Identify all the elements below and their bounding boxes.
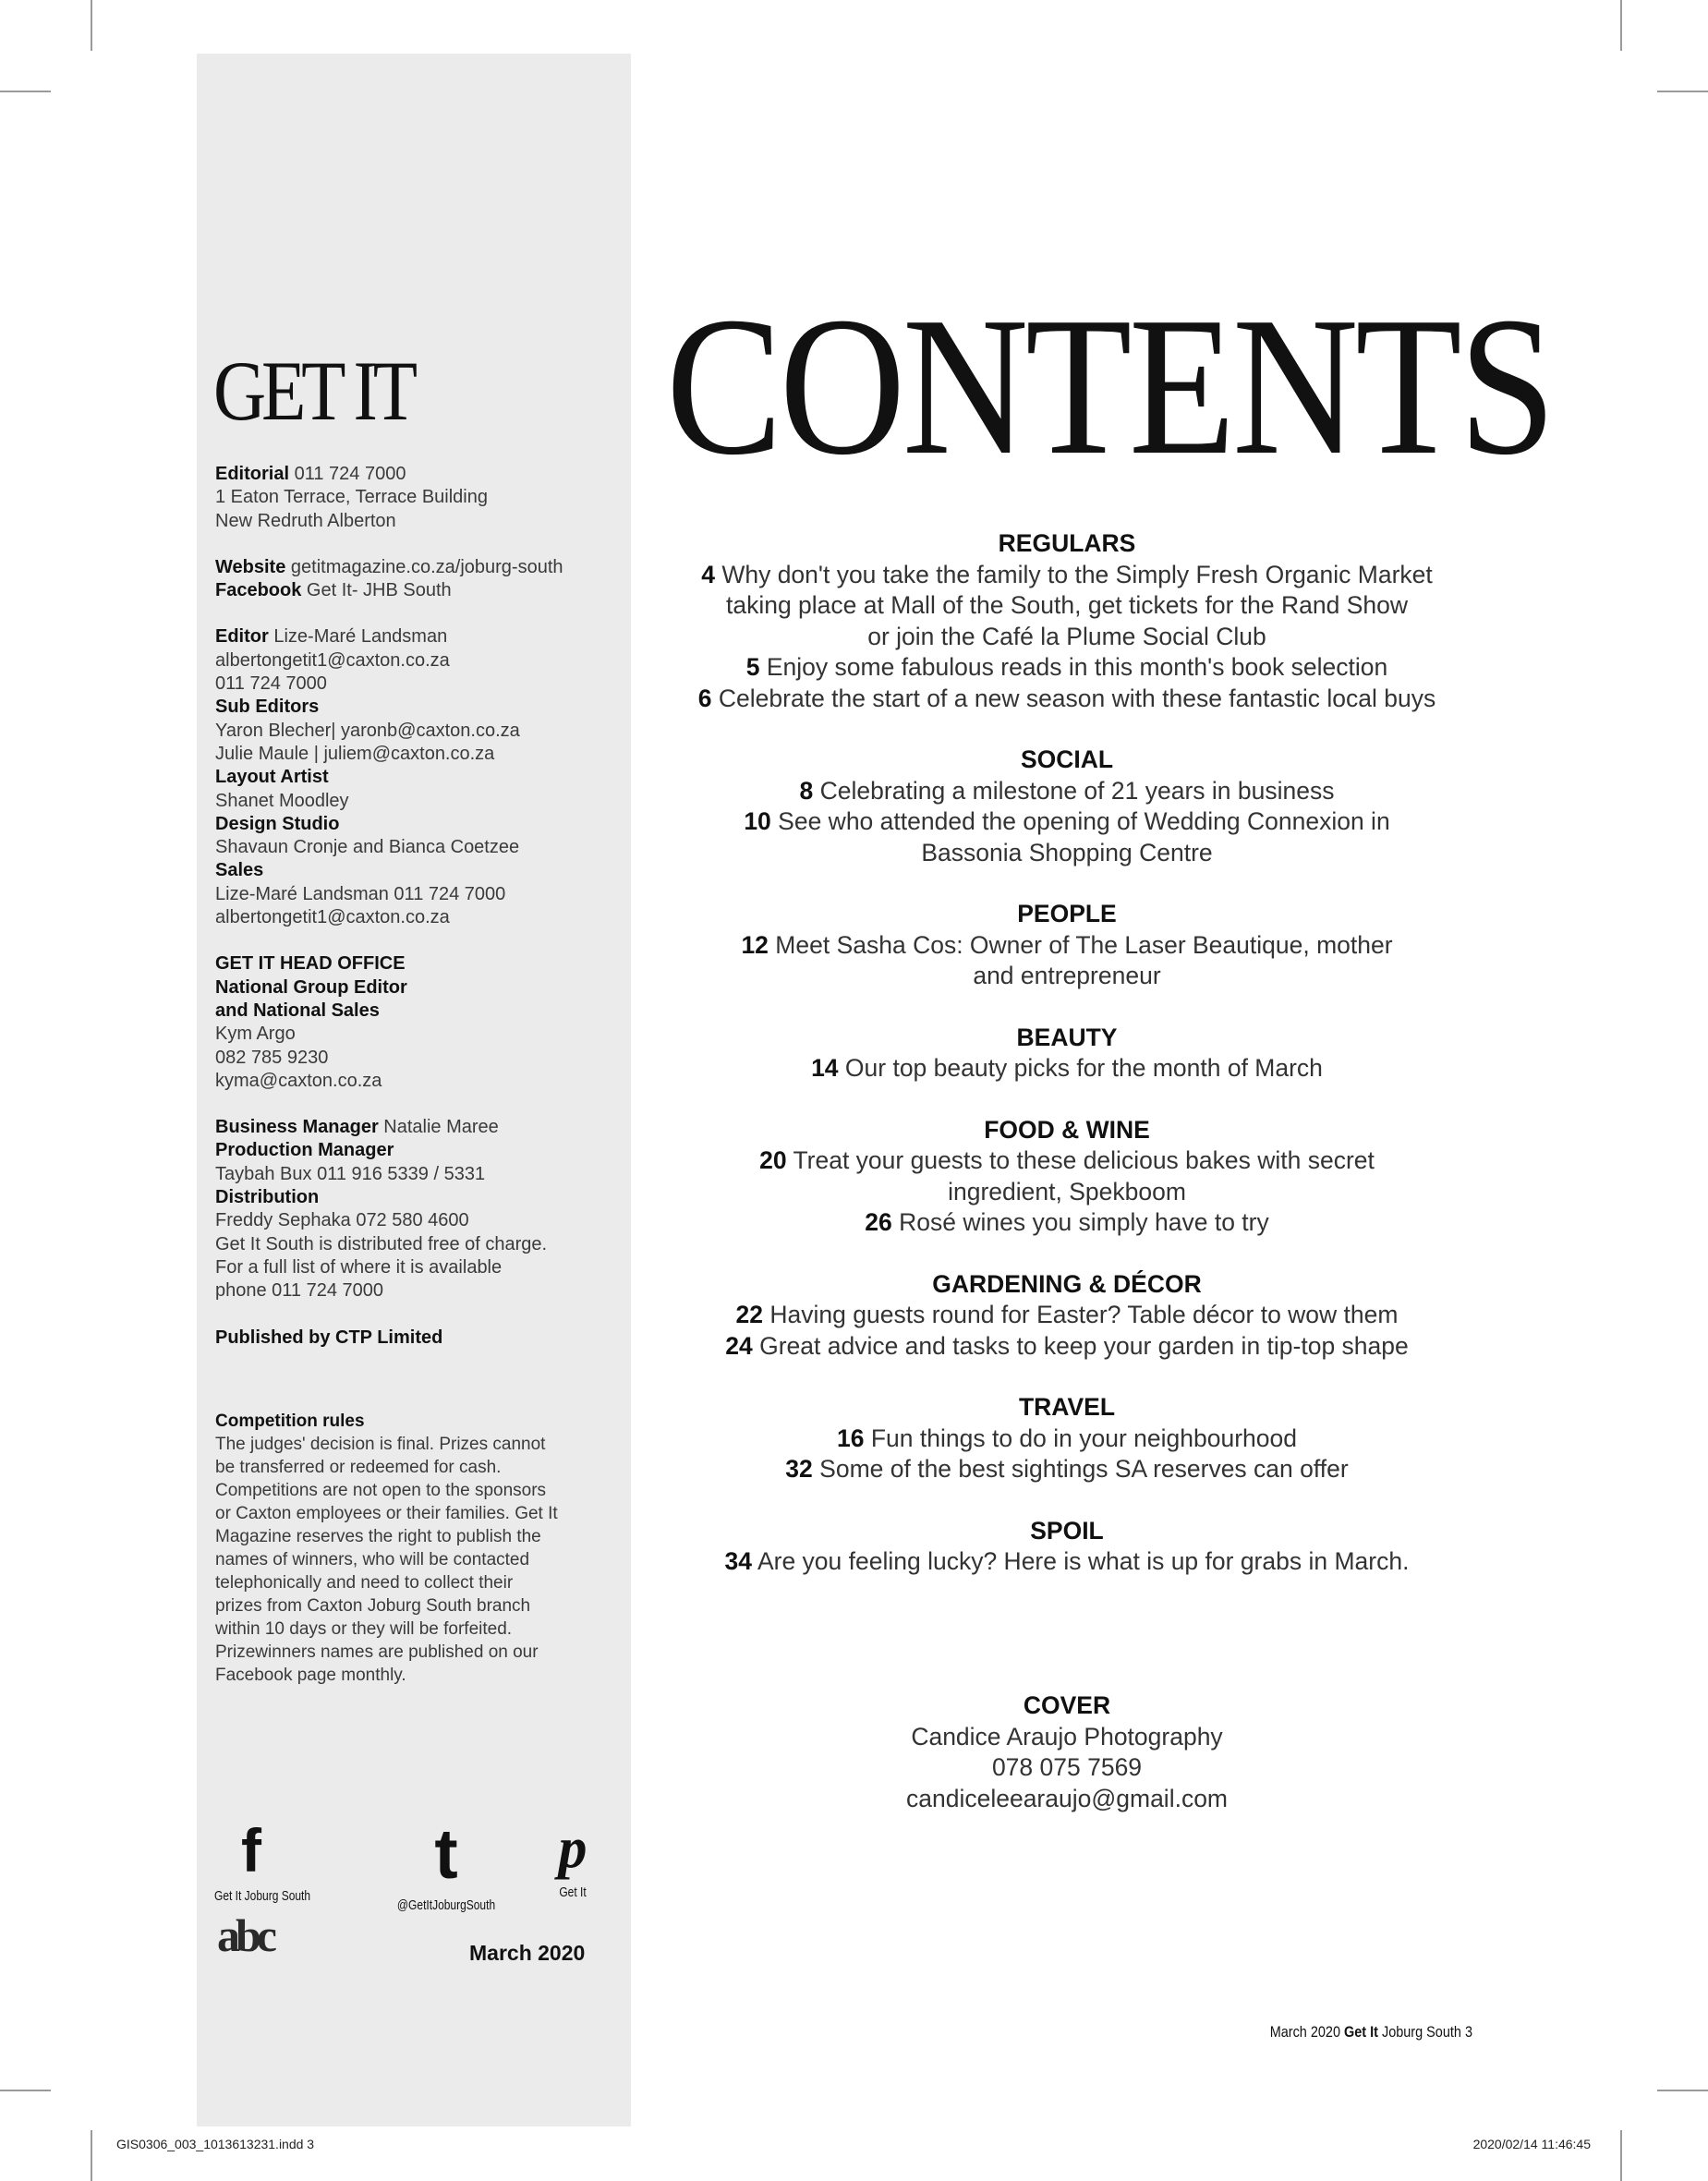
design-studio-heading: Design Studio	[215, 813, 340, 834]
toc-entry[interactable]: 34 Are you feeling lucky? Here is what is up for grabs in March.	[724, 1547, 1410, 1575]
page-number: 32	[785, 1455, 813, 1483]
cover-credit	[790, 1690, 1344, 1814]
head-office-role: and National Sales	[215, 1000, 380, 1021]
section-title-regulars: REGULARS	[998, 529, 1136, 557]
page-number: 26	[865, 1208, 892, 1236]
competition-rule-line: be transferred or redeemed for cash.	[215, 1458, 502, 1477]
website-line: Website getitmagazine.co.za/joburg-south	[215, 556, 563, 577]
toc-entry[interactable]: 26 Rosé wines you simply have to try	[865, 1208, 1269, 1236]
twitter-caption: @GetItJoburgSouth	[396, 1897, 496, 1913]
business-manager-line: Business Manager Natalie Maree	[215, 1117, 499, 1138]
section-title-beauty: BEAUTY	[1016, 1023, 1118, 1051]
page-number: 5	[745, 653, 760, 681]
head-office-email[interactable]: kyma@caxton.co.za	[215, 1070, 382, 1091]
cover-email[interactable]: candiceleearaujo@gmail.com	[905, 1784, 1229, 1812]
cover-phone: 078 075 7569	[991, 1753, 1143, 1781]
head-office-heading: GET IT HEAD OFFICE	[215, 953, 406, 975]
crop-mark	[1620, 2130, 1622, 2181]
page-number: 12	[741, 930, 769, 959]
page-number: 14	[811, 1054, 839, 1082]
sales-heading: Sales	[215, 860, 264, 881]
pinterest-caption: Get It	[559, 1884, 587, 1900]
pinterest-social[interactable]	[540, 1817, 605, 1900]
section-title-social: SOCIAL	[1020, 745, 1114, 773]
masthead-brand: GET IT	[213, 344, 413, 438]
table-of-contents	[665, 528, 1469, 1578]
toc-entry[interactable]: 16 Fun things to do in your neighbourhood	[837, 1424, 1297, 1452]
section-title-travel: TRAVEL	[1018, 1393, 1116, 1421]
competition-rule-line: within 10 days or they will be forfeited.	[215, 1619, 513, 1639]
toc-entry[interactable]: 6 Celebrate the start of a new season with these fantastic local buys	[697, 684, 1436, 712]
head-office-phone: 082 785 9230	[215, 1047, 329, 1068]
toc-entry[interactable]: 14 Our top beauty picks for the month of March	[811, 1054, 1323, 1082]
layout-artist-name: Shanet Moodley	[215, 790, 349, 811]
design-studio-names: Shavaun Cronje and Bianca Coetzee	[215, 837, 520, 858]
page-footer: March 2020 Get It Joburg South 3	[1269, 2023, 1472, 2041]
page-number: 22	[735, 1301, 764, 1328]
cover-photographer: Candice Araujo Photography	[911, 1722, 1223, 1751]
twitter-icon: t	[434, 1815, 458, 1894]
editor-phone: 011 724 7000	[215, 673, 327, 695]
toc-entry[interactable]: 32 Some of the best sightings SA reserves can offer	[785, 1455, 1349, 1483]
competition-rules	[215, 1410, 603, 1687]
toc-entry[interactable]: 12 Meet Sasha Cos: Owner of The Laser Beautique, mother and entrepreneur	[741, 930, 1393, 989]
crop-mark	[1657, 2090, 1708, 2091]
competition-rule-line: telephonically and need to collect their	[215, 1573, 514, 1593]
distribution-line: phone 011 724 7000	[215, 1280, 384, 1302]
competition-rule-line: Facebook page monthly.	[215, 1666, 406, 1685]
head-office-role: National Group Editor	[215, 976, 407, 998]
crop-mark	[0, 2090, 51, 2091]
distribution-heading: Distribution	[215, 1187, 320, 1208]
sales-line: Lize-Maré Landsman 011 724 7000	[215, 883, 506, 904]
head-office-name: Kym Argo	[215, 1024, 296, 1045]
facebook-social[interactable]	[205, 1816, 311, 1904]
production-manager-line: Taybah Bux 011 916 5339 / 5331	[215, 1163, 486, 1184]
sub-editor-line: Yaron Blecher| yaronb@caxton.co.za	[215, 720, 520, 741]
twitter-social[interactable]	[377, 1815, 515, 1913]
published-by: Published by CTP Limited	[215, 1327, 443, 1348]
editor-line: Editor Lize-Maré Landsman	[215, 626, 448, 648]
issue-date: March 2020	[469, 1941, 586, 1965]
sub-editor-line: Julie Maule | juliem@caxton.co.za	[215, 743, 495, 764]
section-title-spoil: SPOIL	[1030, 1516, 1104, 1545]
editor-email[interactable]: albertongetit1@caxton.co.za	[215, 649, 450, 671]
editorial-line: Editorial 011 724 7000	[215, 464, 406, 484]
competition-rule-line: Prizewinners names are published on our	[215, 1642, 539, 1662]
crop-mark	[91, 0, 92, 51]
masthead-details	[215, 463, 622, 1350]
competition-rule-line: prizes from Caxton Joburg South branch	[215, 1596, 531, 1616]
distribution-line: For a full list of where it is available	[215, 1256, 503, 1278]
facebook-line: Facebook Get It- JHB South	[215, 580, 452, 601]
toc-entry[interactable]: 4 Why don't you take the family to the Simply Fresh Organic Market taking place at Mall of the South, get tickets for the Rand Show or join the Café la Plume Social Club	[701, 560, 1433, 650]
abc-logo-text: abc	[217, 1910, 273, 1961]
address-line: New Redruth Alberton	[215, 510, 396, 531]
page-number: 20	[759, 1146, 787, 1174]
website-link[interactable]: getitmagazine.co.za/joburg-south	[290, 556, 563, 577]
sub-editors-heading: Sub Editors	[215, 697, 320, 718]
page-number: 24	[725, 1331, 753, 1360]
facebook-icon: f	[241, 1816, 261, 1884]
production-manager-heading: Production Manager	[215, 1140, 394, 1161]
page-number: 8	[799, 776, 814, 805]
sales-email[interactable]: albertongetit1@caxton.co.za	[215, 907, 450, 928]
competition-rule-line: or Caxton employees or their families. Get It	[215, 1504, 558, 1523]
section-title-gardening-decor: GARDENING & DÉCOR	[932, 1269, 1202, 1298]
facebook-page-link[interactable]: Get It- JHB South	[306, 580, 452, 601]
crop-mark	[0, 91, 51, 92]
toc-entry[interactable]: 8 Celebrating a milestone of 21 years in business	[799, 776, 1335, 805]
abc-logo	[213, 1910, 315, 1966]
competition-rule-line: Competitions are not open to the sponsors	[215, 1481, 547, 1500]
print-slug-file: GIS0306_003_1013613231.indd 3	[116, 2137, 315, 2151]
toc-entry[interactable]: 24 Great advice and tasks to keep your garden in tip-top shape	[725, 1331, 1409, 1360]
crop-mark	[1657, 91, 1708, 92]
toc-entry[interactable]: 20 Treat your guests to these delicious bakes with secret ingredient, Spekboom	[759, 1146, 1375, 1206]
pinterest-icon: p	[558, 1817, 588, 1880]
toc-entry[interactable]: 5 Enjoy some fabulous reads in this month's book selection	[745, 653, 1388, 681]
crop-mark	[91, 2130, 92, 2181]
distribution-line: Freddy Sephaka 072 580 4600	[215, 1210, 469, 1231]
page-number: 6	[697, 684, 712, 712]
page-number: 4	[701, 560, 715, 588]
distribution-line: Get It South is distributed free of charge.	[215, 1233, 548, 1254]
competition-rule-line: The judges' decision is final. Prizes cannot	[215, 1435, 546, 1454]
section-title-food-wine: FOOD & WINE	[984, 1115, 1150, 1144]
section-title-people: PEOPLE	[1017, 900, 1117, 927]
layout-artist-heading: Layout Artist	[215, 767, 329, 788]
toc-entry[interactable]: 22 Having guests round for Easter? Table décor to wow them	[735, 1301, 1399, 1328]
page-number: 10	[744, 807, 771, 835]
competition-rule-line: names of winners, who will be contacted	[215, 1550, 530, 1569]
toc-entry[interactable]: 10 See who attended the opening of Wedding Connexion in Bassonia Shopping Centre	[744, 807, 1390, 866]
competition-rule-line: Magazine reserves the right to publish the	[215, 1527, 541, 1546]
page-title: CONTENTS	[666, 275, 1553, 496]
page-number: 16	[837, 1424, 865, 1452]
address-line: 1 Eaton Terrace, Terrace Building	[215, 487, 488, 508]
cover-title: COVER	[1023, 1691, 1111, 1719]
print-slug-date: 2020/02/14 11:46:45	[1472, 2137, 1591, 2151]
crop-mark	[1620, 0, 1622, 51]
facebook-caption: Get It Joburg South	[214, 1888, 311, 1904]
competition-rules-heading: Competition rules	[215, 1412, 365, 1431]
page-number: 34	[724, 1547, 753, 1575]
